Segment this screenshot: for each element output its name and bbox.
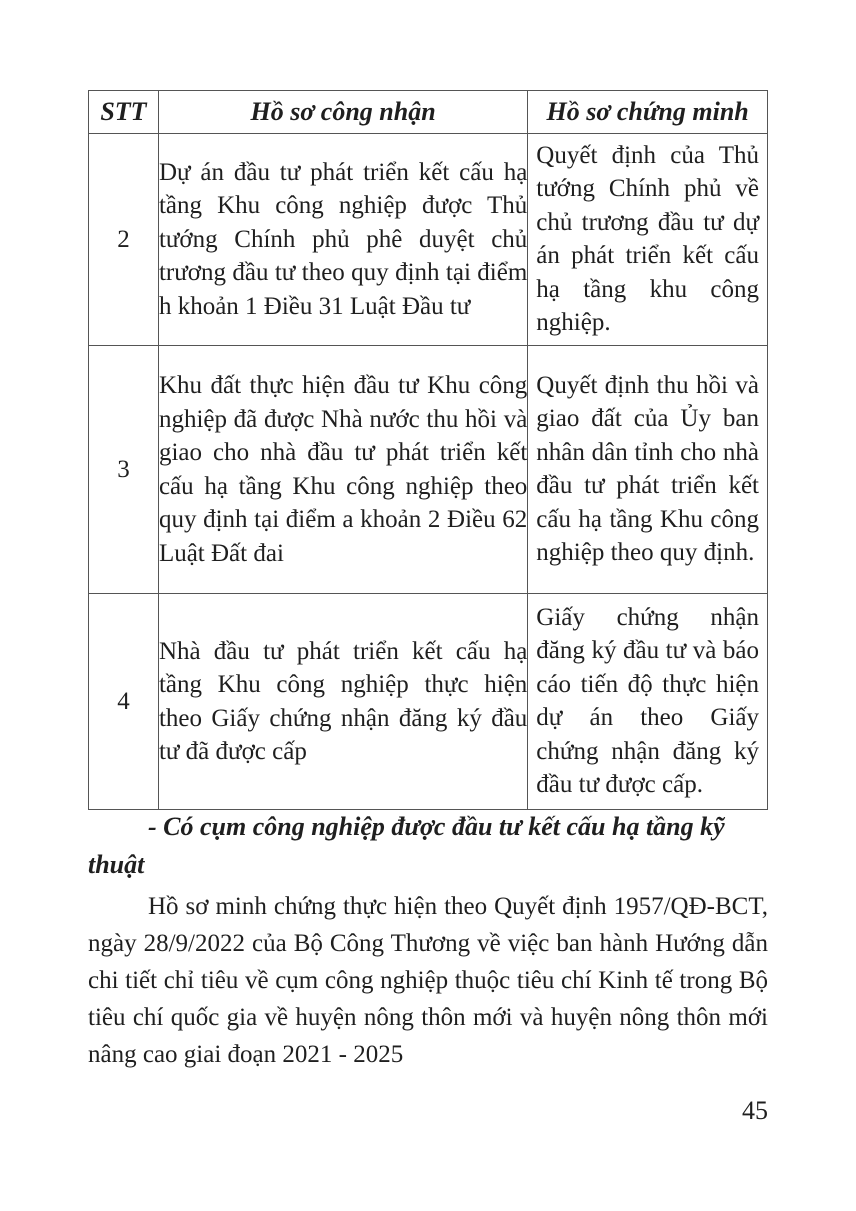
row-stt: 3 <box>89 346 159 594</box>
row-chung-minh: Quyết định thu hồi và giao đất của Ủy ban nhân dân tỉnh cho nhà đầu tư phát triển kết cấu hạ tầng Khu công nghiệp theo quy định. <box>528 346 768 594</box>
row-cong-nhan: Khu đất thực hiện đầu tư Khu công nghiệp đã được Nhà nước thu hồi và giao cho nhà đầu tư phát triển kết cấu hạ tầng Khu công nghiệp theo quy định tại điểm a khoản 2 Điều 62 Luật Đất đai <box>158 346 527 594</box>
body-paragraph: Hồ sơ minh chứng thực hiện theo Quyết định 1957/QĐ-BCT, ngày 28/9/2022 của Bộ Công Thương về việc ban hành Hướng dẫn chi tiết chỉ tiêu về cụm công nghiệp thuộc tiêu chí Kinh tế trong Bộ tiêu chí quốc gia về huyện nông thôn mới và huyện nông thôn mới nâng cao giai đoạn 2021 - 2025 <box>88 893 768 1068</box>
table-row <box>89 134 768 346</box>
section-heading: - Có cụm công nghiệp được đầu tư kết cấu hạ tầng kỹ thuật <box>88 812 725 879</box>
row-cong-nhan: Nhà đầu tư phát triển kết cấu hạ tầng Khu công nghiệp thực hiện theo Giấy chứng nhận đăng ký đầu tư đã được cấp <box>158 594 527 810</box>
row-chung-minh: Quyết định của Thủ tướng Chính phủ về chủ trương đầu tư dự án phát triển kết cấu hạ tầng khu công nghiệp. <box>528 134 768 346</box>
header-stt: STT <box>89 91 159 134</box>
table-header-row <box>89 91 768 134</box>
row-stt: 4 <box>89 594 159 810</box>
row-chung-minh: Giấy chứng nhận đăng ký đầu tư và báo cáo tiến độ thực hiện dự án theo Giấy chứng nhận đăng ký đầu tư được cấp. <box>528 594 768 810</box>
row-stt: 2 <box>89 134 159 346</box>
table-row <box>89 594 768 810</box>
row-cong-nhan: Dự án đầu tư phát triển kết cấu hạ tầng Khu công nghiệp được Thủ tướng Chính phủ phê duyệt chủ trương đầu tư theo quy định tại điểm h khoản 1 Điều 31 Luật Đầu tư <box>158 134 527 346</box>
page-number: 45 <box>742 1096 768 1125</box>
header-ho-so-chung-minh: Hồ sơ chứng minh <box>528 91 768 134</box>
table-row <box>89 346 768 594</box>
criteria-table <box>88 90 768 810</box>
header-ho-so-cong-nhan: Hồ sơ công nhận <box>158 91 527 134</box>
